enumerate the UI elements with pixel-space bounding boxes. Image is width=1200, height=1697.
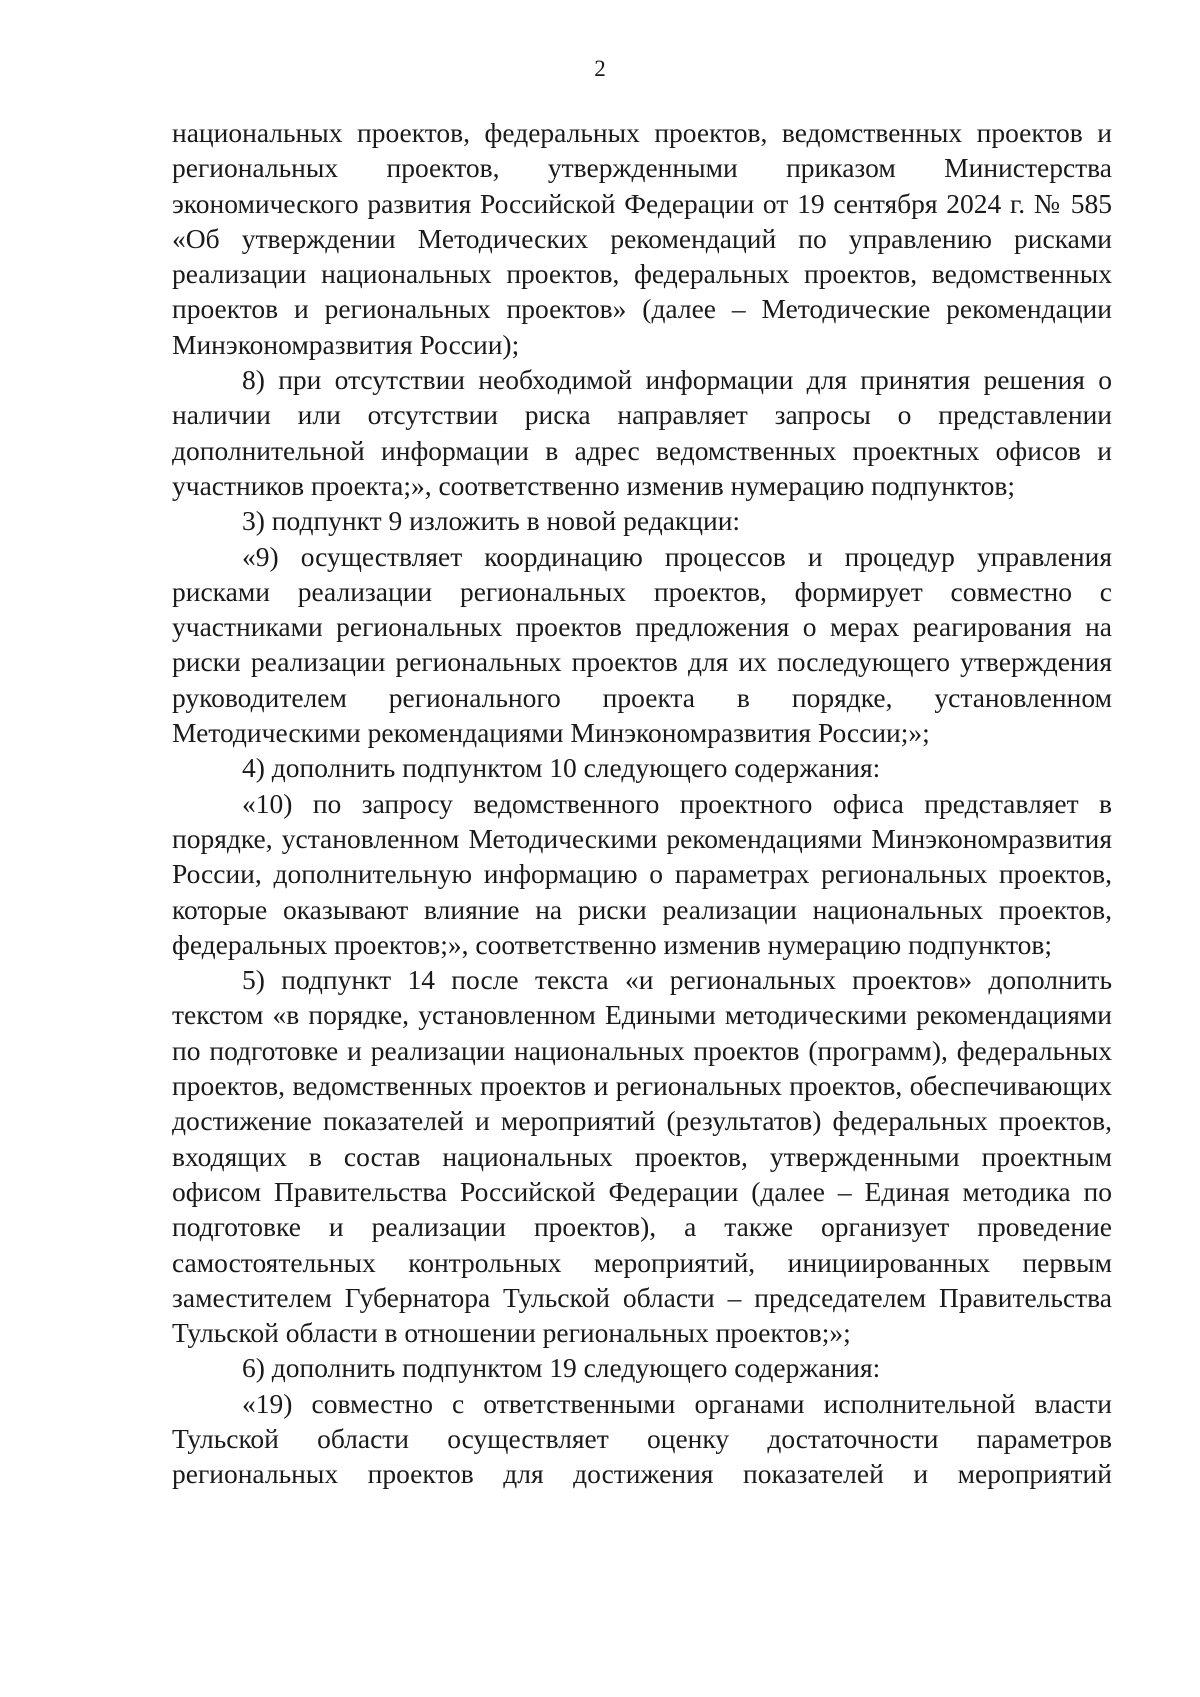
document-body xyxy=(172,115,1112,1492)
paragraph-amendment-5: 5) подпункт 14 после текста «и региональных проектов» дополнить текстом «в порядке, установленном Едиными методическими рекомендациями по подготовке и реализации национальных проектов (программ), федеральных проектов, ведомственных проектов и региональных проектов, обеспечивающих достижение показателей и мероприятий (результатов) федеральных проектов, входящих в состав национальных проектов, утвержденными проектным офисом Правительства Российской Федерации (далее – Единая методика по подготовке и реализации проектов), а также организует проведение самостоятельных контрольных мероприятий, инициированных первым заместителем Губернатора Тульской области – председателем Правительства Тульской области в отношении региональных проектов;»; xyxy=(172,964,1112,1349)
paragraph-item-19: «19) совместно с ответственными органами исполнительной власти Тульской области осуществляет оценку достаточности параметров региональных проектов для достижения показателей и мероприятий xyxy=(172,1387,1112,1490)
page-number: 2 xyxy=(594,56,606,81)
paragraph-item-10: «10) по запросу ведомственного проектного офиса представляет в порядке, установленном Методическими рекомендациями Минэкономразвития России, дополнительную информацию о параметрах региональных проектов, которые оказывают влияние на риски реализации национальных проектов, федеральных проектов;», соответственно изменив нумерацию подпунктов; xyxy=(172,787,1112,960)
paragraph-item-8: 8) при отсутствии необходимой информации для принятия решения о наличии или отсутствии риска направляет запросы о представлении дополнительной информации в адрес ведомственных проектных офисов и участников проекта;», соответственно изменив нумерацию подпунктов; xyxy=(172,364,1112,501)
paragraph-item-9: «9) осуществляет координацию процессов и процедур управления рисками реализации региональных проектов, формирует совместно с участниками региональных проектов предложения о мерах реагирования на риски реализации региональных проектов для их последующего утверждения руководителем регионального проекта в порядке, установленном Методическими рекомендациями Минэкономразвития России;»; xyxy=(172,540,1112,749)
paragraph-amendment-6: 6) дополнить подпунктом 19 следующего содержания: xyxy=(242,1352,881,1384)
paragraph-amendment-4: 4) дополнить подпунктом 10 следующего содержания: xyxy=(242,752,881,784)
paragraph-continuation: национальных проектов, федеральных проектов, ведомственных проектов и региональных проектов, утвержденными приказом Министерства экономического развития Российской Федерации от 19 сентября 2024 г. № 585 «Об утверждении Методических рекомендаций по управлению рисками реализации национальных проектов, федеральных проектов, ведомственных проектов и региональных проектов» (далее – Методические рекомендации Минэкономразвития России); xyxy=(172,117,1112,360)
paragraph-amendment-3: 3) подпункт 9 изложить в новой редакции: xyxy=(242,505,741,537)
